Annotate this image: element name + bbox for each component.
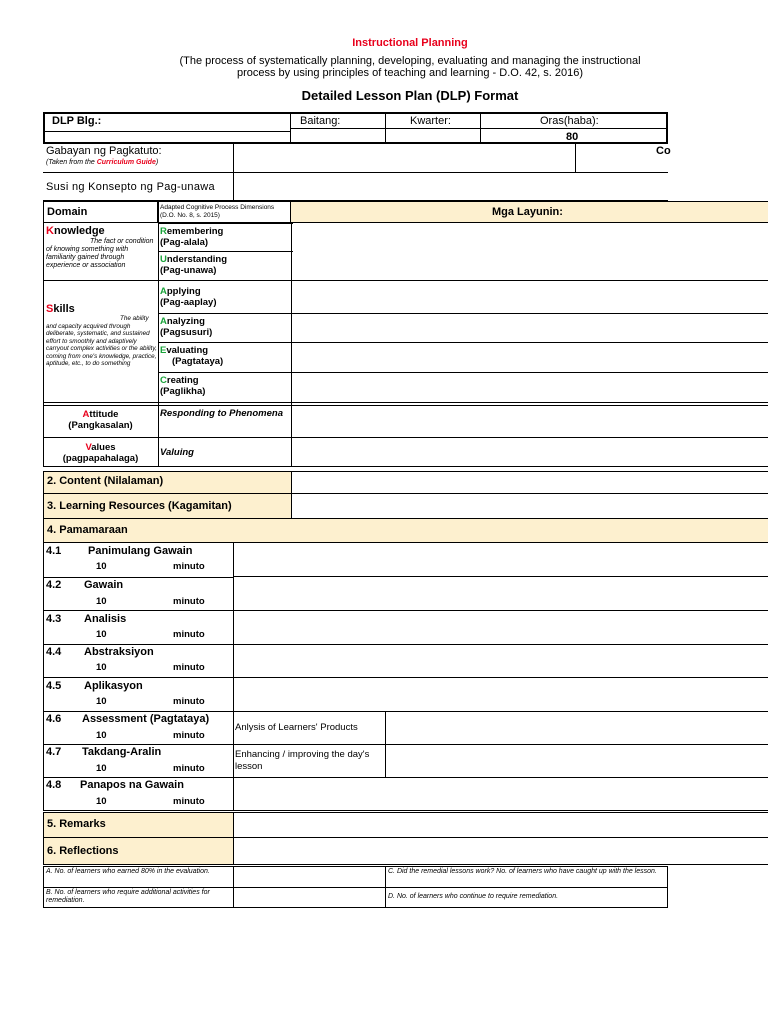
- level-evaluating: Evaluating (Pagtataya): [160, 345, 224, 367]
- reflection-item-c: C. Did the remedial lessons work? No. of learners who have caught up with the lesson.: [388, 868, 657, 875]
- values-level: Valuing: [160, 447, 194, 458]
- procedure-time[interactable]: 10: [96, 662, 107, 673]
- procedure-row: [46, 646, 231, 677]
- reflection-item-b: B. No. of learners who require additional activities for remediation.: [46, 889, 210, 904]
- instructional-planning-title: Instructional Planning: [352, 37, 468, 49]
- procedure-row: [46, 579, 231, 610]
- attitude-label: Attitude (Pangkasalan): [68, 409, 133, 431]
- code-label-cut: Co: [656, 145, 671, 157]
- skills-description: The ability and capacity acquired through deliberate, systematic, and sustained effort to smoothly and adaptively carryout complex activities or the ability, coming from one's knowledge, practice, aptitude, etc., to do something: [46, 315, 157, 367]
- procedure-row: [46, 746, 231, 777]
- pamamaraan-label: 4. Pamamaraan: [47, 524, 128, 536]
- subtitle-line-1: (The process of systematically planning, developing, evaluating and managing the instructional: [179, 55, 641, 67]
- procedure-row: [46, 545, 231, 576]
- taken-from-note: (Taken from the Curriculum Guide): [46, 159, 159, 166]
- knowledge-description: The fact or condition of knowing something with familiarity gained through experience or association: [46, 238, 154, 269]
- procedure-unit: minuto: [173, 596, 205, 607]
- level-analyzing: Analyzing (Pagsusuri): [160, 316, 213, 338]
- gabayan-label: Gabayan ng Pagkatuto:: [46, 145, 162, 157]
- skills-label: Skills: [46, 303, 75, 315]
- procedure-number: 4.5: [46, 680, 62, 692]
- reflection-item-d: D. No. of learners who continue to require remediation.: [388, 893, 559, 900]
- domain-label: Domain: [47, 206, 88, 218]
- procedure-unit: minuto: [173, 730, 205, 741]
- level-creating: Creating (Paglikha): [160, 375, 206, 397]
- susi-label: Susi ng Konsepto ng Pag-unawa: [46, 181, 215, 193]
- procedure-row: [46, 713, 231, 744]
- procedure-unit: minuto: [173, 561, 205, 572]
- procedure-time[interactable]: 10: [96, 629, 107, 640]
- procedure-name: Analisis: [84, 613, 127, 625]
- procedure-time[interactable]: 10: [96, 596, 107, 607]
- reflection-item-a: A. No. of learners who earned 80% in the evaluation.: [46, 868, 210, 875]
- pamamaraan-header: [43, 519, 768, 543]
- procedure-time[interactable]: 10: [96, 561, 107, 572]
- procedure-unit: minuto: [173, 629, 205, 640]
- resources-label: 3. Learning Resources (Kagamitan): [47, 500, 232, 512]
- values-label: Values (pagpapahalaga): [62, 442, 139, 464]
- procedure-time[interactable]: 10: [96, 696, 107, 707]
- procedure-time[interactable]: 10: [96, 763, 107, 774]
- level-remembering: Remembering (Pag-alala): [160, 226, 224, 248]
- remarks-input[interactable]: [234, 812, 768, 838]
- reflections-label: 6. Reflections: [47, 845, 119, 857]
- procedure-time[interactable]: 10: [96, 730, 107, 741]
- remarks-label: 5. Remarks: [47, 818, 106, 830]
- document-title: Detailed Lesson Plan (DLP) Format: [301, 88, 519, 103]
- level-applying: Applying (Pag-aaplay): [160, 286, 217, 308]
- knowledge-label: Knowledge: [46, 225, 105, 237]
- procedure-name: Aplikasyon: [84, 680, 143, 692]
- procedure-unit: minuto: [173, 796, 205, 807]
- procedure-number: 4.6: [46, 713, 62, 725]
- procedure-name: Assessment (Pagtataya): [82, 713, 210, 725]
- procedure-unit: minuto: [173, 662, 205, 673]
- procedure-time[interactable]: 10: [96, 796, 107, 807]
- procedure-name: Panimulang Gawain: [88, 545, 193, 557]
- procedure-number: 4.2: [46, 579, 62, 591]
- oras-label: Oras(haba):: [540, 115, 599, 127]
- assessment-note: Anlysis of Learners' Products: [235, 722, 358, 733]
- level-understanding: Understanding (Pag-unawa): [160, 254, 228, 276]
- procedure-number: 4.3: [46, 613, 62, 625]
- attitude-level: Responding to Phenomena: [160, 408, 283, 419]
- procedure-number: 4.8: [46, 779, 62, 791]
- procedure-row: [46, 613, 231, 644]
- procedure-name: Takdang-Aralin: [82, 746, 162, 758]
- procedure-name: Panapos na Gawain: [80, 779, 184, 791]
- dimensions-label: Adapted Cognitive Process Dimensions (D.O. No. 8, s. 2015): [160, 204, 275, 219]
- dlp-blg-label: DLP Blg.:: [52, 115, 102, 127]
- reflections-input[interactable]: [234, 838, 768, 865]
- procedure-unit: minuto: [173, 763, 205, 774]
- subtitle-line-2: process by using principles of teaching and learning - D.O. 42, s. 2016): [236, 67, 584, 79]
- takdang-aralin-note: Enhancing / improving the day's lesson: [235, 749, 370, 772]
- procedure-name: Abstraksiyon: [84, 646, 154, 658]
- resources-input[interactable]: [292, 494, 768, 519]
- procedure-name: Gawain: [84, 579, 124, 591]
- content-label: 2. Content (Nilalaman): [47, 475, 164, 487]
- procedure-unit: minuto: [173, 696, 205, 707]
- oras-value[interactable]: 80: [566, 131, 579, 143]
- kwarter-label: Kwarter:: [410, 115, 451, 127]
- procedure-number: 4.4: [46, 646, 62, 658]
- procedure-number: 4.1: [46, 545, 62, 557]
- mga-layunin-label: Mga Layunin:: [492, 206, 563, 218]
- content-input[interactable]: [292, 471, 768, 494]
- procedure-number: 4.7: [46, 746, 62, 758]
- procedure-row: [46, 779, 231, 810]
- baitang-label: Baitang:: [300, 115, 341, 127]
- procedure-row: [46, 680, 231, 711]
